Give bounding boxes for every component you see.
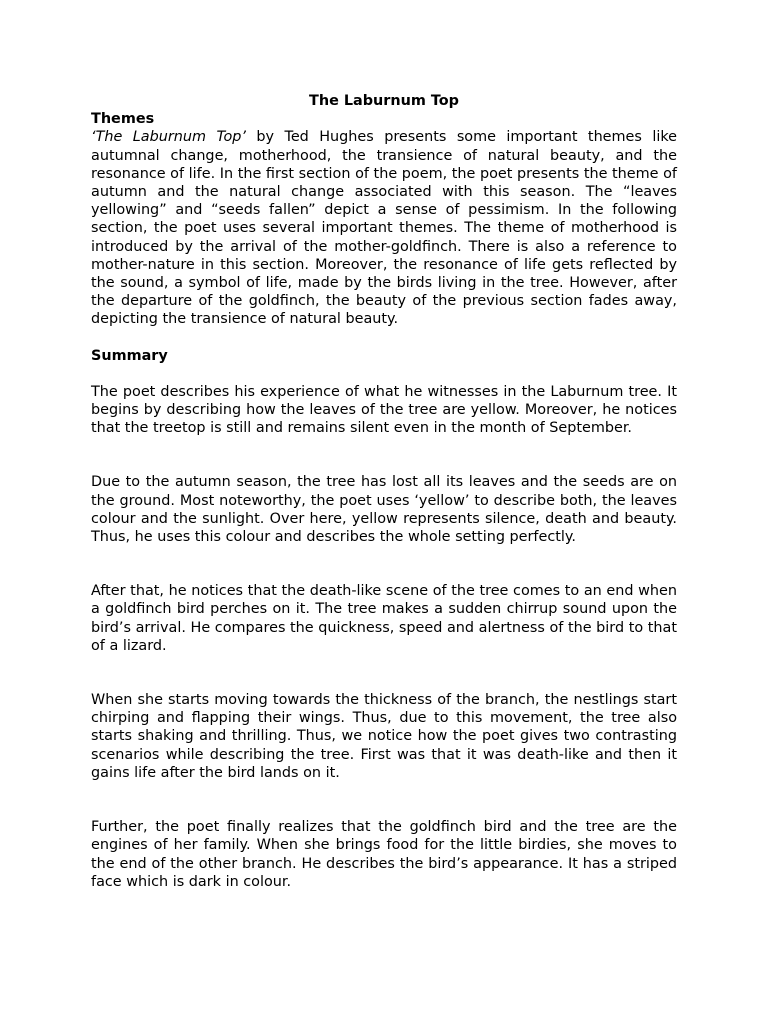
themes-heading: Themes <box>91 111 155 128</box>
themes-paragraph <box>91 128 677 328</box>
summary-paragraph-1: The poet describes his experience of what he witnesses in the Laburnum tree. It begins by describing how the leaves of the tree are yellow. Moreover, he notices that the treetop is still and remains silent even in the month of September. <box>91 383 677 437</box>
summary-paragraph-3: After that, he notices that the death-like scene of the tree comes to an end when a goldfinch bird perches on it. The tree makes a sudden chirrup sound upon the bird’s arrival. He compares the quickness, speed and alertness of the bird to that of a lizard. <box>91 583 677 654</box>
spacer <box>91 546 677 582</box>
document-title: The Laburnum Top <box>309 93 459 109</box>
spacer <box>91 782 677 818</box>
summary-paragraph-2: Due to the autumn season, the tree has lost all its leaves and the seeds are on the ground. Most noteworthy, the poet uses ‘yellow’ to describe both, the leaves colour and the sunlight. Over here, yellow represents silence, death and beauty. Thus, he uses this colour and describes the whole setting perfectly. <box>91 474 677 546</box>
themes-work-title: ‘The Laburnum Top’ <box>91 129 246 146</box>
spacer <box>91 329 677 347</box>
spacer <box>91 365 677 383</box>
themes-text: by Ted Hughes presents some important themes like autumnal change, motherhood, the transience of natural beauty, and the resonance of life. In the first section of the poem, the poet presents the theme of autumn and the natural change associated with this season. The “leaves yellowing” and “seeds fallen” depict a sense of pessimism. In the following section, the poet uses several important themes. The theme of motherhood is introduced by the arrival of the mother-goldfinch. There is also a reference to mother-nature in this section. Moreover, the resonance of life gets reflected by the sound, a symbol of life, made by the birds living in the tree. However, after the departure of the goldfinch, the beauty of the previous section fades away, depicting the transience of natural beauty. <box>91 129 677 328</box>
spacer <box>91 437 677 473</box>
summary-paragraph-4: When she starts moving towards the thickness of the branch, the nestlings start chirping and flapping their wings. Thus, due to this movement, the tree also starts shaking and thrilling. Thus, we notice how the poet gives two contrasting scenarios while describing the tree. First was that it was death-like and then it gains life after the bird lands on it. <box>91 692 677 781</box>
spacer <box>91 655 677 691</box>
summary-heading: Summary <box>91 347 168 364</box>
document-page <box>91 92 677 891</box>
summary-paragraph-5: Further, the poet finally realizes that the goldfinch bird and the tree are the engines of her family. When she brings food for the little birdies, she moves to the end of the other branch. He describes the bird’s appearance. It has a striped face which is dark in colour. <box>91 819 677 890</box>
